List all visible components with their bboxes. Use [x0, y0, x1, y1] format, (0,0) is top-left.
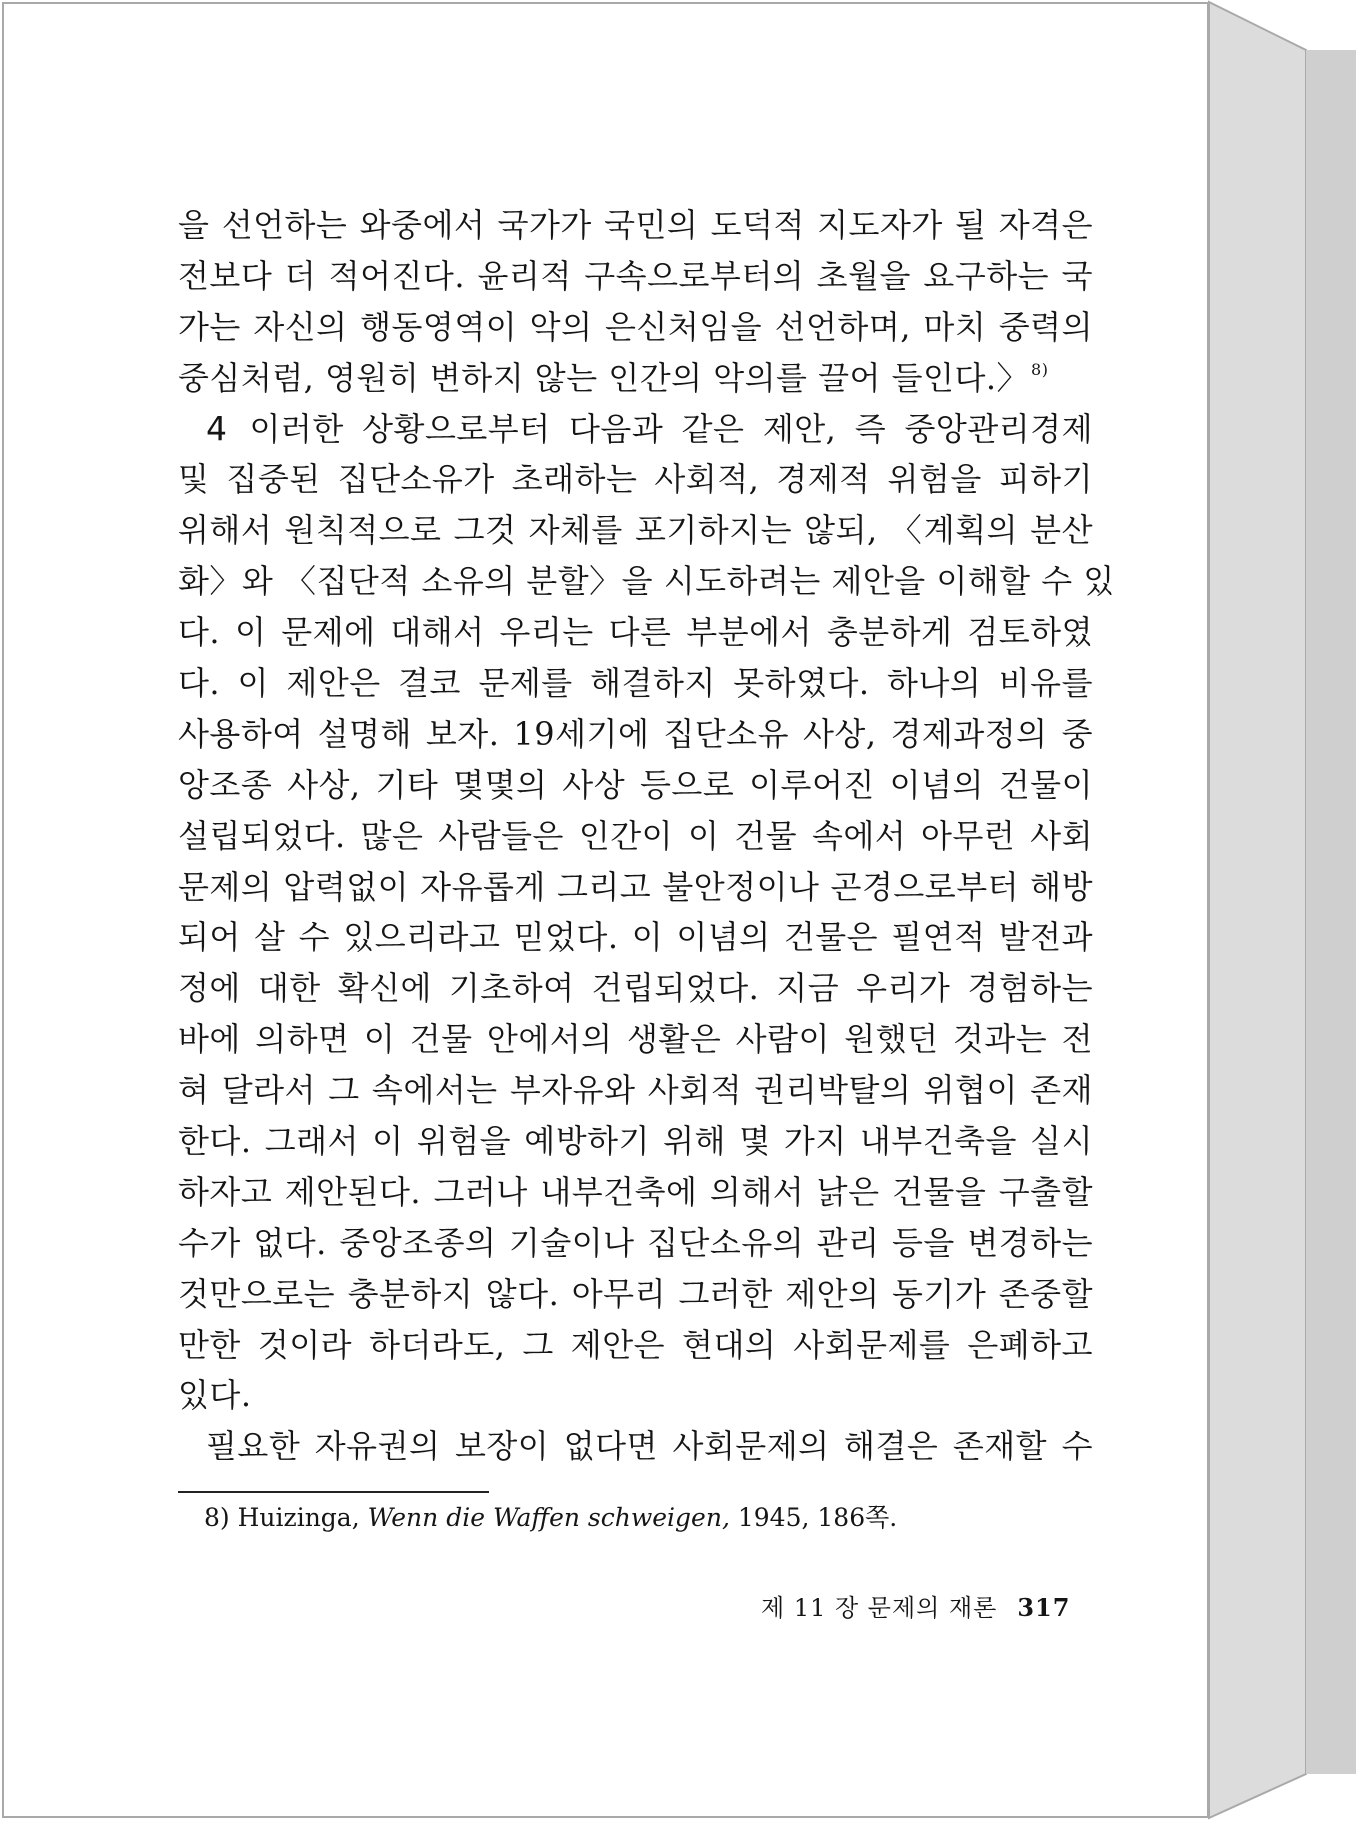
- body-text: [178, 200, 1115, 1472]
- text-line: 전보다 더 적어진다. 윤리적 구속으로부터의 초월을 요구하는 국: [178, 256, 1093, 295]
- footnote-details: 1945, 186쪽.: [737, 1503, 898, 1532]
- text-line: 문제의 압력없이 자유롭게 그리고 불안정이나 곤경으로부터 해방: [178, 867, 1093, 906]
- text-line: 하자고 제안된다. 그러나 내부건축에 의해서 낡은 건물을 구출할: [178, 1172, 1093, 1211]
- footnote-divider: [178, 1491, 489, 1493]
- book-spine: [1206, 0, 1368, 1824]
- text-line: [178, 353, 1093, 404]
- text-line: 정에 대한 확신에 기초하여 건립되었다. 지금 우리가 경험하는: [178, 969, 1093, 1008]
- text-line: 설립되었다. 많은 사람들은 인간이 이 건물 속에서 아무런 사회: [178, 816, 1093, 855]
- text-line-content: 중심처럼, 영원히 변하지 않는 인간의 악의를 끌어 들인다.〉: [178, 358, 1030, 397]
- text-line-content: 이러한 상황으로부터 다음과 같은 제안, 즉 중앙관리경제: [249, 409, 1093, 448]
- footnote-title: Wenn die Waffen schweigen,: [367, 1503, 730, 1532]
- text-line: 앙조종 사상, 기타 몇몇의 사상 등으로 이루어진 이념의 건물이: [178, 765, 1093, 804]
- text-line: 만한 것이라 하더라도, 그 제안은 현대의 사회문제를 은폐하고: [178, 1325, 1093, 1364]
- text-line: 화〉와 〈집단적 소유의 분할〉을 시도하려는 제안을 이해할 수 있: [178, 562, 1115, 601]
- text-line: 을 선언하는 와중에서 국가가 국민의 도덕적 지도자가 될 자격은: [178, 206, 1093, 244]
- footnote-reference: 8): [1031, 359, 1049, 379]
- text-line: 및 집중된 집단소유가 초래하는 사회적, 경제적 위험을 피하기: [178, 460, 1093, 499]
- text-line: 한다. 그래서 이 위험을 예방하기 위해 몇 가지 내부건축을 실시: [178, 1122, 1093, 1161]
- footnote-author: Huizinga,: [237, 1503, 360, 1532]
- text-line: 혀 달라서 그 속에서는 부자유와 사회적 권리박탈의 위협이 존재: [178, 1071, 1093, 1110]
- chapter-title: 제 11 장 문제의 재론: [761, 1594, 998, 1622]
- text-line: [178, 404, 1093, 455]
- running-footer: [761, 1588, 1070, 1623]
- text-line: 수가 없다. 중앙조종의 기술이나 집단소유의 관리 등을 변경하는: [178, 1223, 1093, 1262]
- footnote: [204, 1498, 897, 1538]
- text-line: 다. 이 문제에 대해서 우리는 다른 부분에서 충분하게 검토하였: [178, 613, 1093, 652]
- page-number: 317: [1017, 1593, 1071, 1622]
- text-line: 사용하여 설명해 보자. 19세기에 집단소유 사상, 경제과정의 중: [178, 714, 1093, 753]
- paragraph-number: 4: [206, 408, 228, 448]
- text-line: 필요한 자유권의 보장이 없다면 사회문제의 해결은 존재할 수: [206, 1427, 1093, 1466]
- text-line: 것만으로는 충분하지 않다. 아무리 그러한 제안의 동기가 존중할: [178, 1274, 1093, 1313]
- text-line: 되어 살 수 있으리라고 믿었다. 이 이념의 건물은 필연적 발전과: [178, 918, 1093, 957]
- footnote-number: 8): [204, 1503, 230, 1532]
- text-line: 다. 이 제안은 결코 문제를 해결하지 못하였다. 하나의 비유를: [178, 664, 1093, 703]
- text-line: 가는 자신의 행동영역이 악의 은신처임을 선언하며, 마치 중력의: [178, 307, 1093, 346]
- text-line: 바에 의하면 이 건물 안에서의 생활은 사람이 원했던 것과는 전: [178, 1020, 1093, 1059]
- text-line: 위해서 원칙적으로 그것 자체를 포기하지는 않되, 〈계획의 분산: [178, 511, 1093, 550]
- text-line: 있다.: [178, 1376, 252, 1415]
